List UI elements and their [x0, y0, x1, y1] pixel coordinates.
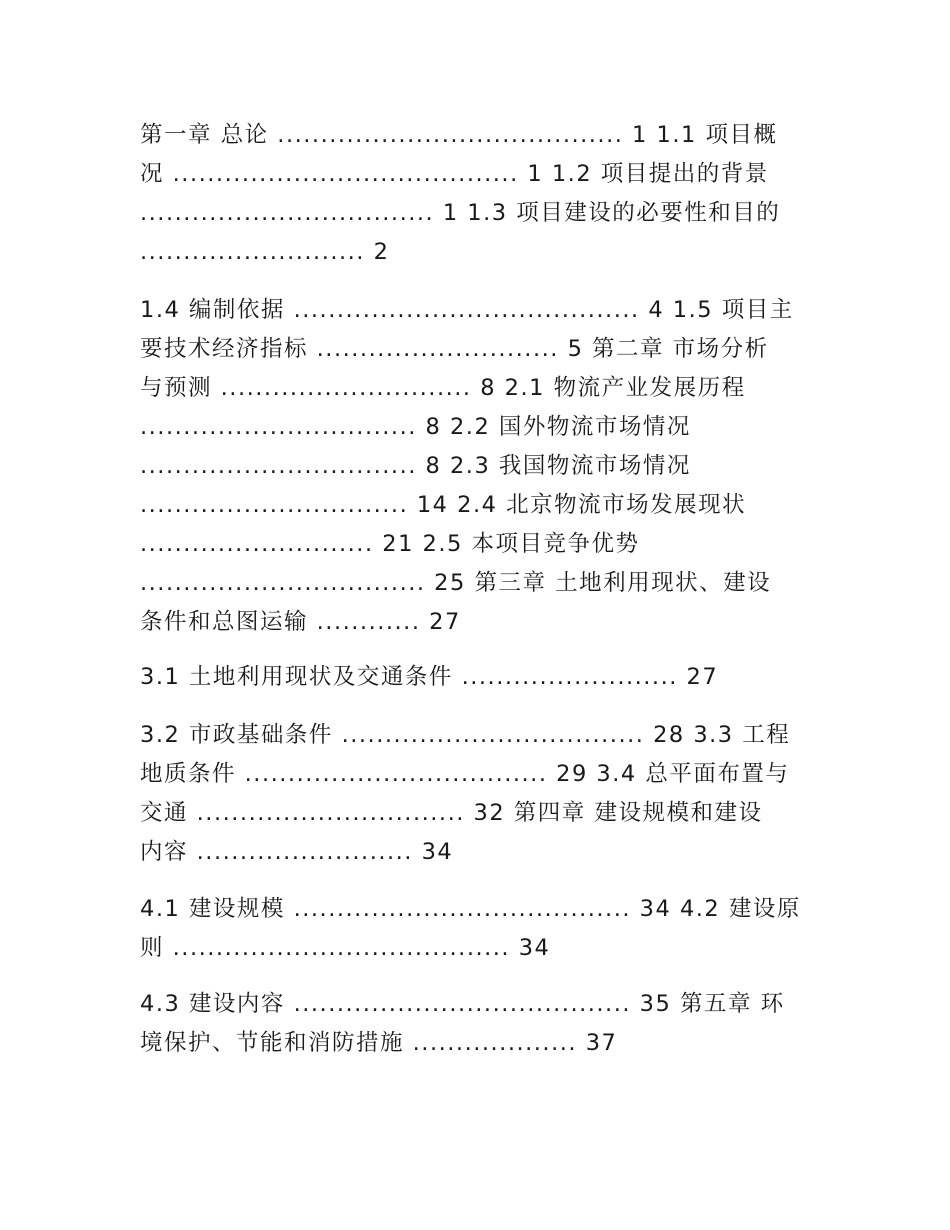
toc-line: ............................... 14 2.4 北京物流市场发展现状	[140, 492, 747, 518]
toc-line: 4.1 建设规模 ....................................... 34 4.2 建设原	[140, 896, 801, 922]
toc-line: ................................. 25 第三章 土地利用现状、建设	[140, 570, 772, 596]
toc-line: 况 ........................................ 1 1.2 项目提出的背景	[140, 161, 769, 187]
toc-paragraph-4	[140, 716, 820, 872]
toc-line: .......................... 2	[140, 239, 390, 265]
toc-line: 3.1 土地利用现状及交通条件 ......................... 27	[140, 664, 719, 690]
toc-line: 境保护、节能和消防措施 ................... 37	[140, 1030, 618, 1056]
toc-paragraph-2	[140, 291, 820, 642]
toc-line: ........................... 21 2.5 本项目竞争优势	[140, 531, 640, 557]
toc-line: 4.3 建设内容 ....................................... 35 第五章 环	[140, 991, 785, 1017]
toc-line: 条件和总图运输 ............ 27	[140, 609, 461, 635]
toc-line: 内容 ......................... 34	[140, 839, 454, 865]
toc-line: ................................ 8 2.2 国外物流市场情况	[140, 414, 691, 440]
toc-line: 与预测 ............................. 8 2.1 物流产业发展历程	[140, 375, 746, 401]
toc-line: 3.2 市政基础条件 ................................... 28 3.3 工程	[140, 722, 791, 748]
toc-paragraph-6	[140, 985, 820, 1063]
toc-line: ................................ 8 2.3 我国物流市场情况	[140, 453, 691, 479]
toc-line: 地质条件 ................................... 29 3.4 总平面布置与	[140, 761, 790, 787]
toc-line: 1.4 编制依据 ........................................ 4 1.5 项目主	[140, 297, 794, 323]
toc-line: 交通 ............................... 32 第四章 建设规模和建设	[140, 800, 763, 826]
toc-paragraph-1	[140, 116, 820, 272]
toc-line: .................................. 1 1.3 项目建设的必要性和目的	[140, 200, 781, 226]
toc-line: 第一章 总论 ........................................ 1 1.1 项目概	[140, 122, 778, 148]
toc-paragraph-3	[140, 658, 820, 697]
toc-paragraph-5	[140, 890, 820, 968]
toc-line: 则 ....................................... 34	[140, 935, 551, 961]
toc-line: 要技术经济指标 ............................ 5 第二章 市场分析	[140, 336, 769, 362]
